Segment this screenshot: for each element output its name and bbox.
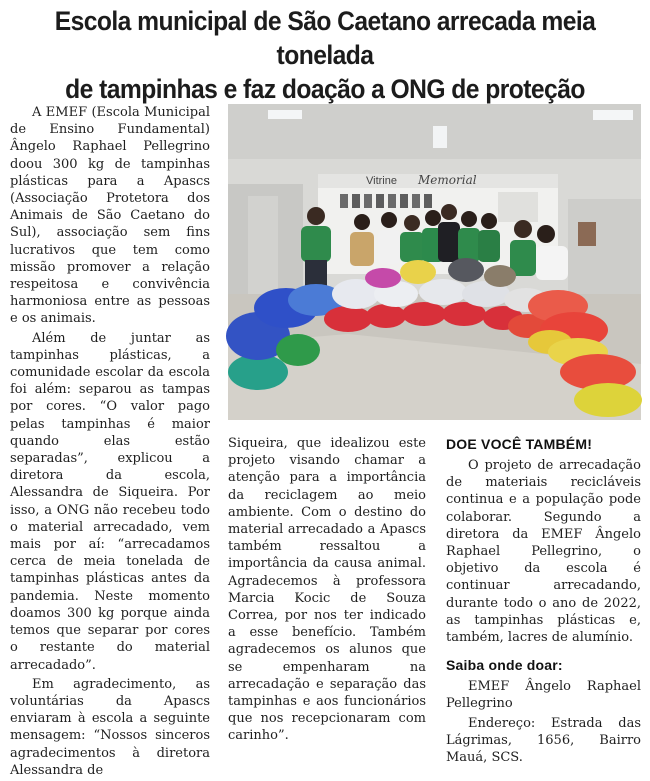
article-column-2 <box>228 435 426 747</box>
section-heading-saiba: Saiba onde doar: <box>446 657 563 674</box>
memorial-sign: Memorial <box>418 173 477 187</box>
article-column-3 <box>446 435 641 768</box>
article-column-1 <box>10 104 210 781</box>
vitrine-sign: Vitrine <box>366 175 397 187</box>
paragraph-5: O projeto de arrecadação de materiais recicláveis continua e a população pode colaborar. Segundo a diretora da EMEF Ângelo Raphael Pellegrino, o objetivo da escola é continuar arrecadando, durante todo o ano de 2022, as tampinhas plásticas e, também, lacres de alumínio. <box>446 458 641 646</box>
paragraph-4: Siqueira, que idealizou este projeto visando chamar a atenção para a importância da reciclagem ao meio ambiente. Com o destino do material arrecadado a Apascs também ressaltou a importância da causa animal. Agradecemos à professora Marcia Kocic de Souza Correa, por nos ter indicado a esse benefício. Também agradecemos os alunos que se empenharam na arrecadação e separação das tampinhas e aos funcionários que nos recepcionaram com carinho”. <box>228 436 426 744</box>
article-photo <box>228 104 641 420</box>
address-street: Endereço: Estrada das Lágrimas, 1656, Bairro Mauá, SCS. <box>446 715 641 766</box>
address-school: EMEF Ângelo Raphael Pellegrino <box>446 679 641 712</box>
paragraph-3: Em agradecimento, as voluntárias da Apascs enviaram à escola a seguinte mensagem: “Nossos sinceros agradecimentos à diretora Alessandra de <box>10 676 210 778</box>
headline-line-2: de tampinhas e faz doação a ONG de proteção <box>65 74 585 104</box>
headline-line-1: Escola municipal de São Caetano arrecada meia tonelada <box>54 6 596 70</box>
photo-illustration <box>228 104 641 420</box>
paragraph-1: A EMEF (Escola Municipal de Ensino Fundamental) Ângelo Raphael Pellegrino doou 300 kg de tampinhas plásticas para a Apascs (Associação Protetora dos Animais de São Caetano do Sul), associação sem fins lucrativos que tem como missão promover a relação respeitosa e convivência harmoniosa entre as pessoas e os animais. <box>10 105 210 327</box>
section-heading-doe: DOE VOCÊ TAMBÉM! <box>446 436 593 452</box>
paragraph-2: Além de juntar as tampinhas plásticas, a comunidade escolar da escola foi além: separou as tampas por cores. “O valor pago pelas tampinhas é maior quando elas estão separadas”, explicou a diretora da escola, Alessandra de Siqueira. Por isso, a ONG não recebeu todo o material arrecadado, vem mais por aí: “arrecadamos cerca de meia tonelada de tampinhas plásticas antes da pandemia. Neste momento doamos 300 kg porque ainda temos que separar por cores o restante do material arrecadado”. <box>10 330 210 673</box>
